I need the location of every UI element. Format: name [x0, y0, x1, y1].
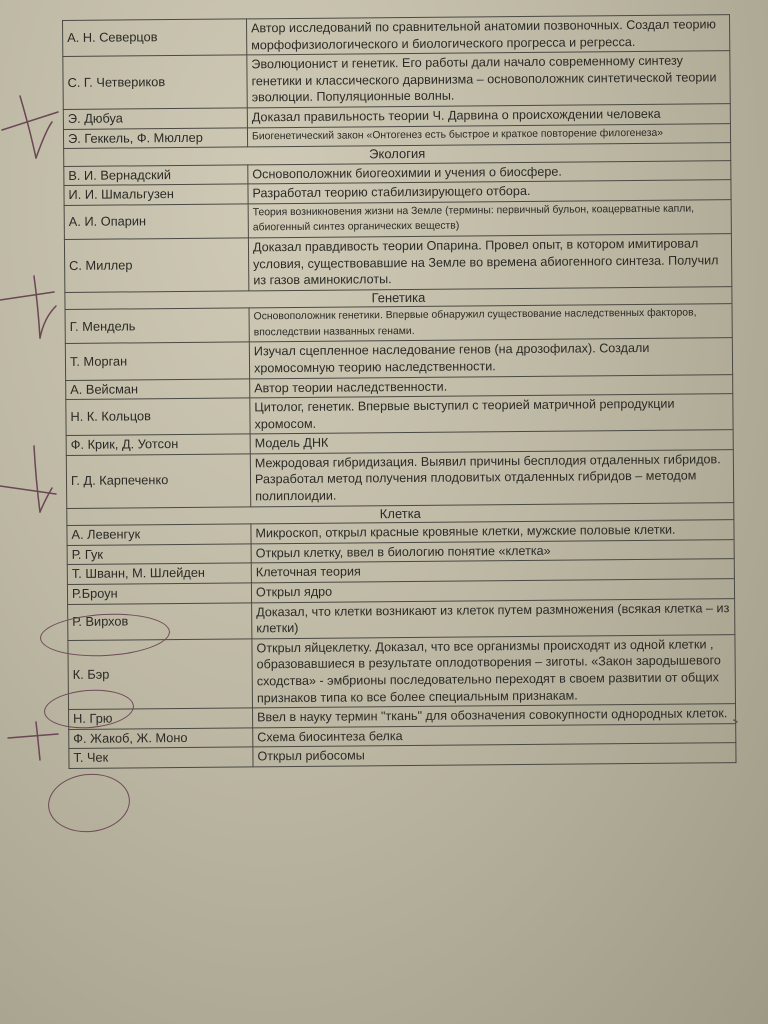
- contribution-description: Доказал, что клетки возникают из клеток путем размножения (всякая клетка – из клетки): [252, 598, 735, 638]
- contribution-description: Автор теории наследственности.: [250, 374, 733, 398]
- scientist-name: Т. Чек: [69, 747, 253, 768]
- contribution-description: Открыл ядро: [251, 579, 734, 603]
- contribution-description: Разработал теорию стабилизирующего отбора.: [248, 180, 731, 204]
- scientist-name: Г. Д. Карпеченко: [66, 454, 250, 508]
- contribution-description: Открыл яйцеклетку. Доказал, что все организмы происходят из одной клетки , образовавшиеся в результате оплодотворения – зиготы. «Закон зародышевого сходства» - эмбрионы последовательно переходят в своем развитии от общих признаков типа ко все более специальным признакам.: [252, 634, 736, 708]
- contribution-description: Изучал сцепленное наследование генов (на дрозофилах). Создали хромосомную теорию наследственности.: [249, 338, 732, 378]
- scientist-name: Ф. Крик, Д. Уотсон: [66, 434, 250, 455]
- contribution-description: Межродовая гибридизация. Выявил причины бесплодия отдаленных гибридов. Разработал метод получения плодовитых отдаленных гибридов – методом полиплоидии.: [250, 450, 733, 507]
- scientist-name: К. Бэр: [68, 639, 253, 710]
- section-title: Генетика: [65, 286, 732, 309]
- contribution-description: Микроскоп, открыл красные кровяные клетки, мужские половые клетки.: [251, 520, 734, 544]
- contribution-description: Ввел в науку термин "ткань" для обозначения совокупности однородных клеток.: [253, 704, 736, 728]
- scientist-name: А. Левенгук: [67, 524, 251, 545]
- contribution-description: Доказал правдивость теории Опарина. Провел опыт, в котором имитировал условия, существовавшие на Земле во времена абиогенного синтеза. Получил из газов аминокислоты.: [248, 234, 731, 291]
- scientist-name: А. И. Опарин: [64, 204, 248, 240]
- section-title: Клетка: [67, 502, 734, 525]
- scientist-name: Э. Геккель, Ф. Мюллер: [63, 127, 247, 148]
- scientist-name: А. Н. Северцов: [63, 19, 247, 57]
- contribution-description: Теория возникновения жизни на Земле (термины: первичный бульон, коацерватные капли, абиогенный синтез органических веществ): [248, 200, 731, 238]
- contribution-description: Открыл клетку, ввел в биологию понятие «клетка»: [251, 539, 734, 563]
- contribution-description: Открыл рибосомы: [253, 743, 736, 767]
- scientist-name: Р. Вирхов: [68, 602, 252, 640]
- contribution-description: Автор исследований по сравнительной анатомии позвоночных. Создал теорию морфофизиологического и биологического прогресса и регресса.: [246, 15, 729, 55]
- contribution-description: Доказал правильность теории Ч. Дарвина о происхождении человека: [247, 104, 730, 128]
- contribution-description: Биогенетический закон «Онтогенез есть быстрое и краткое повторение филогенеза»: [247, 123, 730, 147]
- scientist-name: Н. К. Кольцов: [66, 398, 250, 436]
- scientist-name: С. Г. Четвериков: [63, 55, 247, 109]
- contribution-description: Модель ДНК: [250, 430, 733, 454]
- contribution-description: Основоположник генетики. Впервые обнаружил существование наследственных факторов, впоследствии названных генами.: [249, 304, 732, 342]
- scientist-name: Г. Мендель: [65, 308, 249, 344]
- scientist-name: С. Миллер: [64, 238, 248, 292]
- contribution-description: Эволюционист и генетик. Его работы дали начало современному синтезу генетики и классического дарвинизма – основоположник синтетической теории эволюции. Популяционные волны.: [247, 51, 730, 108]
- scientist-name: Ф. Жакоб, Ж. Моно: [69, 728, 253, 749]
- contribution-description: Цитолог, генетик. Впервые выступил с теорией матричной репродукции хромосом.: [250, 394, 733, 434]
- scientist-name: Т. Шванн, М. Шлейден: [67, 563, 251, 584]
- scientist-name: Р. Гук: [67, 544, 251, 565]
- contribution-description: Клеточная теория: [251, 559, 734, 583]
- scientist-name: Р.Броун: [67, 583, 251, 604]
- contribution-description: Схема биосинтеза белка: [253, 723, 736, 747]
- section-title: Экология: [64, 143, 731, 166]
- contribution-description: Основоположник биогеохимии и учения о биосфере.: [248, 160, 731, 184]
- scientist-name: Н. Грю: [69, 708, 253, 729]
- scientist-name: Т. Морган: [65, 342, 249, 380]
- scientist-name: И. И. Шмальгузен: [64, 184, 248, 205]
- scientist-name: В. И. Вернадский: [64, 165, 248, 186]
- scientist-name: Э. Дюбуа: [63, 108, 247, 129]
- scientist-name: А. Вейсман: [66, 378, 250, 399]
